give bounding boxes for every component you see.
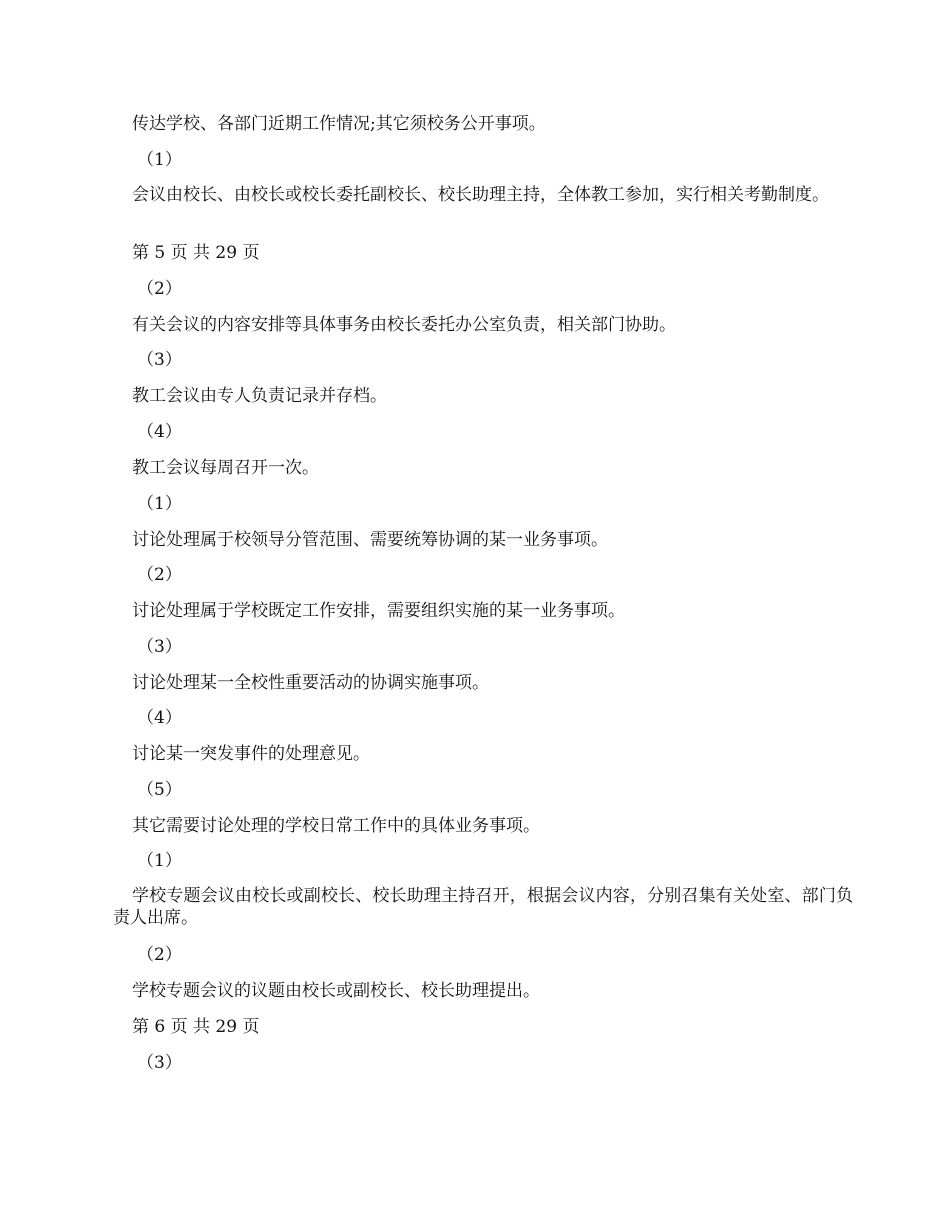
paragraph: 其它需要讨论处理的学校日常工作中的具体业务事项。 — [132, 816, 540, 836]
page-footer-label: 第 5 页 共 29 页 — [132, 243, 260, 263]
list-number: （3） — [137, 637, 182, 657]
list-number: （2） — [137, 565, 182, 585]
list-number: （4） — [137, 708, 182, 728]
list-number: （3） — [137, 1053, 182, 1073]
paragraph: 讨论处理属于校领导分管范围、需要统筹协调的某一业务事项。 — [132, 530, 608, 550]
list-number: （3） — [137, 350, 182, 370]
paragraph: 学校专题会议由校长或副校长、校长助理主持召开，根据会议内容，分别召集有关处室、部门负责人出席。 — [113, 886, 853, 928]
paragraph: 讨论处理属于学校既定工作安排，需要组织实施的某一业务事项。 — [132, 601, 625, 621]
paragraph: 传达学校、各部门近期工作情况;其它须校务公开事项。 — [132, 114, 546, 134]
paragraph: 教工会议每周召开一次。 — [132, 458, 319, 478]
list-number: （1） — [137, 150, 182, 170]
paragraph: 有关会议的内容安排等具体事务由校长委托办公室负责，相关部门协助。 — [132, 315, 676, 335]
list-number: （4） — [137, 422, 182, 442]
list-number: （2） — [137, 279, 182, 299]
paragraph: 讨论某一突发事件的处理意见。 — [132, 744, 370, 764]
page-footer-label: 第 6 页 共 29 页 — [132, 1017, 260, 1037]
list-number: （1） — [137, 494, 182, 514]
paragraph: 教工会议由专人负责记录并存档。 — [132, 386, 387, 406]
paragraph: 讨论处理某一全校性重要活动的协调实施事项。 — [132, 673, 489, 693]
paragraph: 学校专题会议的议题由校长或副校长、校长助理提出。 — [132, 981, 540, 1001]
list-number: （2） — [137, 945, 182, 965]
paragraph: 会议由校长、由校长或校长委托副校长、校长助理主持，全体教工参加，实行相关考勤制度。 — [132, 185, 829, 205]
list-number: （5） — [137, 780, 182, 800]
list-number: （1） — [137, 851, 182, 871]
